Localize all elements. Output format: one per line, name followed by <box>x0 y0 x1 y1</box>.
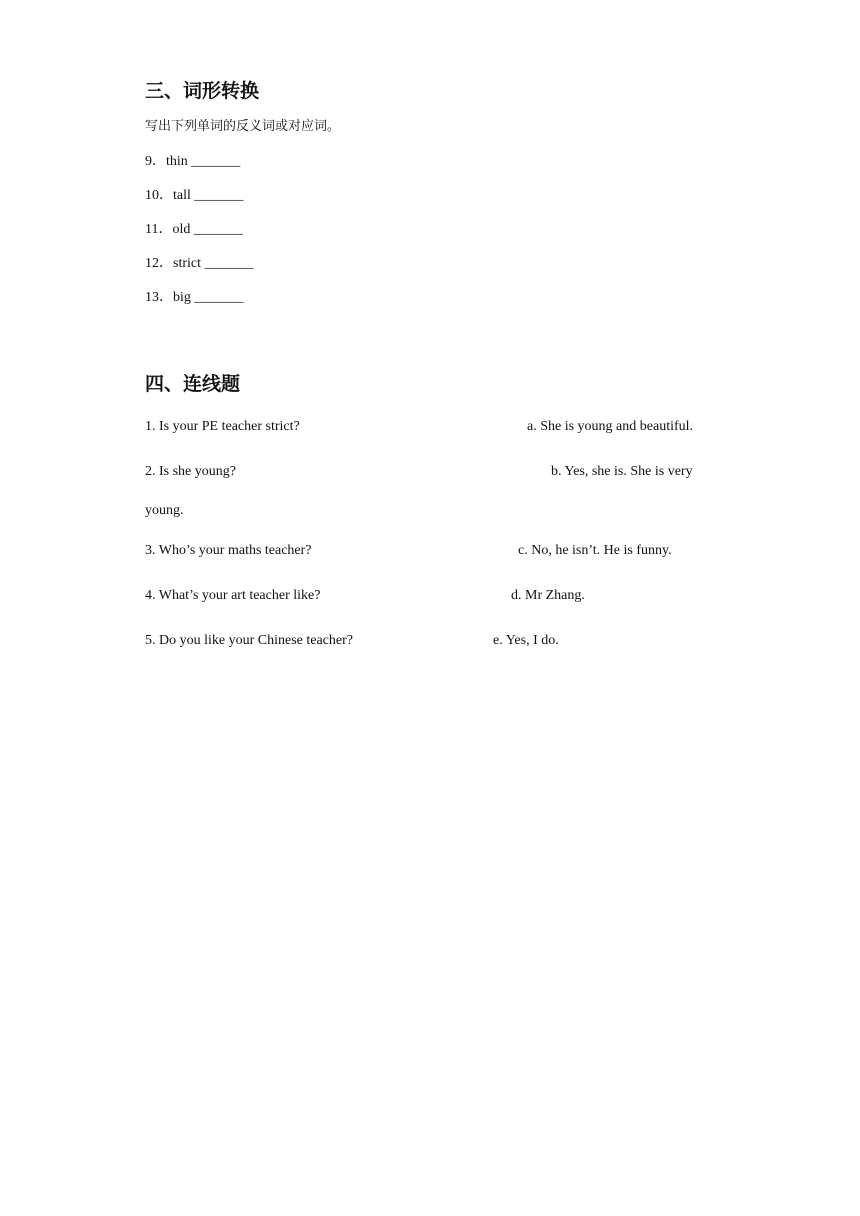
match-answer-b: b. Yes, she is. She is very <box>551 464 693 479</box>
match-answer-b-continuation: young. <box>145 503 184 518</box>
section-4-title: 四、连线题 <box>145 373 241 395</box>
match-question-3: 3. Who’s your maths teacher? <box>145 543 312 558</box>
word-item-13: 13．big _______ <box>145 290 244 305</box>
match-answer-c: c. No, he isn’t. He is funny. <box>518 543 672 558</box>
section-3-title: 三、词形转换 <box>145 80 260 102</box>
word-item-12: 12．strict _______ <box>145 256 254 271</box>
word-item-9: 9．thin _______ <box>145 154 241 169</box>
match-question-4: 4. What’s your art teacher like? <box>145 588 321 603</box>
match-question-5: 5. Do you like your Chinese teacher? <box>145 633 353 648</box>
match-question-2: 2. Is she young? <box>145 464 236 479</box>
match-question-1: 1. Is your PE teacher strict? <box>145 419 300 434</box>
match-answer-d: d. Mr Zhang. <box>511 588 585 603</box>
match-answer-a: a. She is young and beautiful. <box>527 419 694 434</box>
match-answer-e: e. Yes, I do. <box>493 633 559 648</box>
word-item-11: 11．old _______ <box>145 222 243 237</box>
section-3-instruction: 写出下列单词的反义词或对应词。 <box>145 119 341 134</box>
word-item-10: 10．tall _______ <box>145 188 244 203</box>
